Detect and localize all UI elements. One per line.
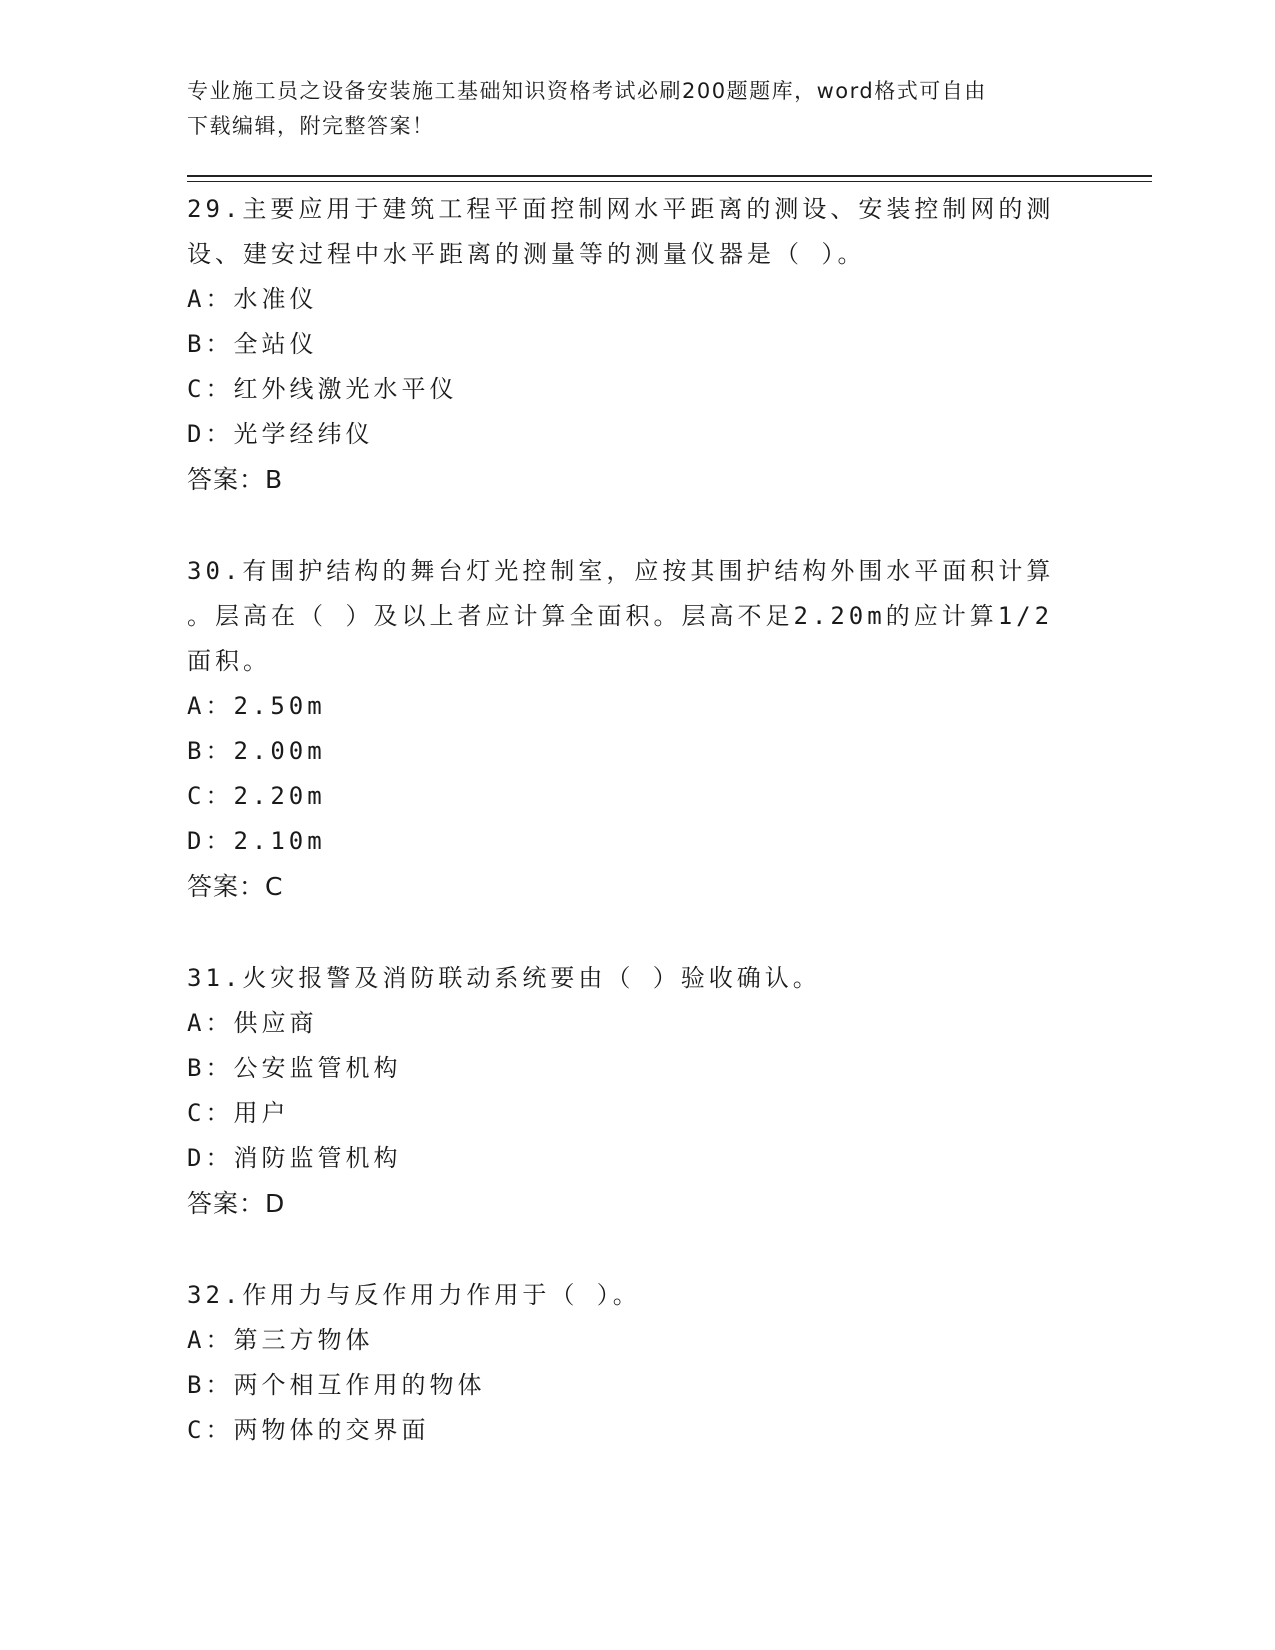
- header-divider-thick: [187, 175, 1152, 177]
- question-text-line: 32.作用力与反作用力作用于（ ）。: [187, 1281, 641, 1309]
- option-d: D：消防监管机构: [187, 1144, 402, 1172]
- option-b: B：2.00m: [187, 737, 326, 765]
- document-header: [187, 74, 1067, 144]
- question-text-line: 30.有围护结构的舞台灯光控制室，应按其围护结构外围水平面积计算: [187, 557, 1055, 585]
- option-a: A：2.50m: [187, 692, 326, 720]
- option-a: A：供应商: [187, 1009, 318, 1037]
- option-b: B：公安监管机构: [187, 1054, 402, 1082]
- option-d: D：光学经纬仪: [187, 420, 374, 448]
- option-c: C：2.20m: [187, 782, 326, 810]
- option-c: C：用户: [187, 1099, 290, 1127]
- question-text-line: 设、建安过程中水平距离的测量等的测量仪器是（ ）。: [187, 240, 866, 268]
- question-list: [187, 187, 1087, 1500]
- answer-line: 答案：B: [187, 465, 284, 494]
- option-c: C：两物体的交界面: [187, 1416, 430, 1444]
- question-text-line: 31.火灾报警及消防联动系统要由（ ）验收确认。: [187, 964, 821, 992]
- answer-line: 答案：C: [187, 872, 284, 901]
- header-divider-thin: [187, 181, 1152, 182]
- header-line-2: 下载编辑，附完整答案！: [187, 114, 435, 138]
- question-text-line: 29.主要应用于建筑工程平面控制网水平距离的测设、安装控制网的测: [187, 195, 1055, 223]
- option-d: D：2.10m: [187, 827, 326, 855]
- question-30: [187, 549, 1087, 909]
- question-32: [187, 1273, 1087, 1453]
- option-c: C：红外线激光水平仪: [187, 375, 458, 403]
- header-line-1: 专业施工员之设备安装施工基础知识资格考试必刷200题题库，word格式可自由: [187, 79, 987, 103]
- answer-line: 答案：D: [187, 1189, 286, 1218]
- option-a: A：水准仪: [187, 285, 318, 313]
- option-b: B：两个相互作用的物体: [187, 1371, 486, 1399]
- question-31: [187, 956, 1087, 1226]
- option-b: B：全站仪: [187, 330, 318, 358]
- question-text-line: 面积。: [187, 647, 271, 675]
- option-a: A：第三方物体: [187, 1326, 374, 1354]
- question-29: [187, 187, 1087, 502]
- question-text-line: 。层高在（ ）及以上者应计算全面积。层高不足2.20m的应计算1/2: [187, 602, 1054, 630]
